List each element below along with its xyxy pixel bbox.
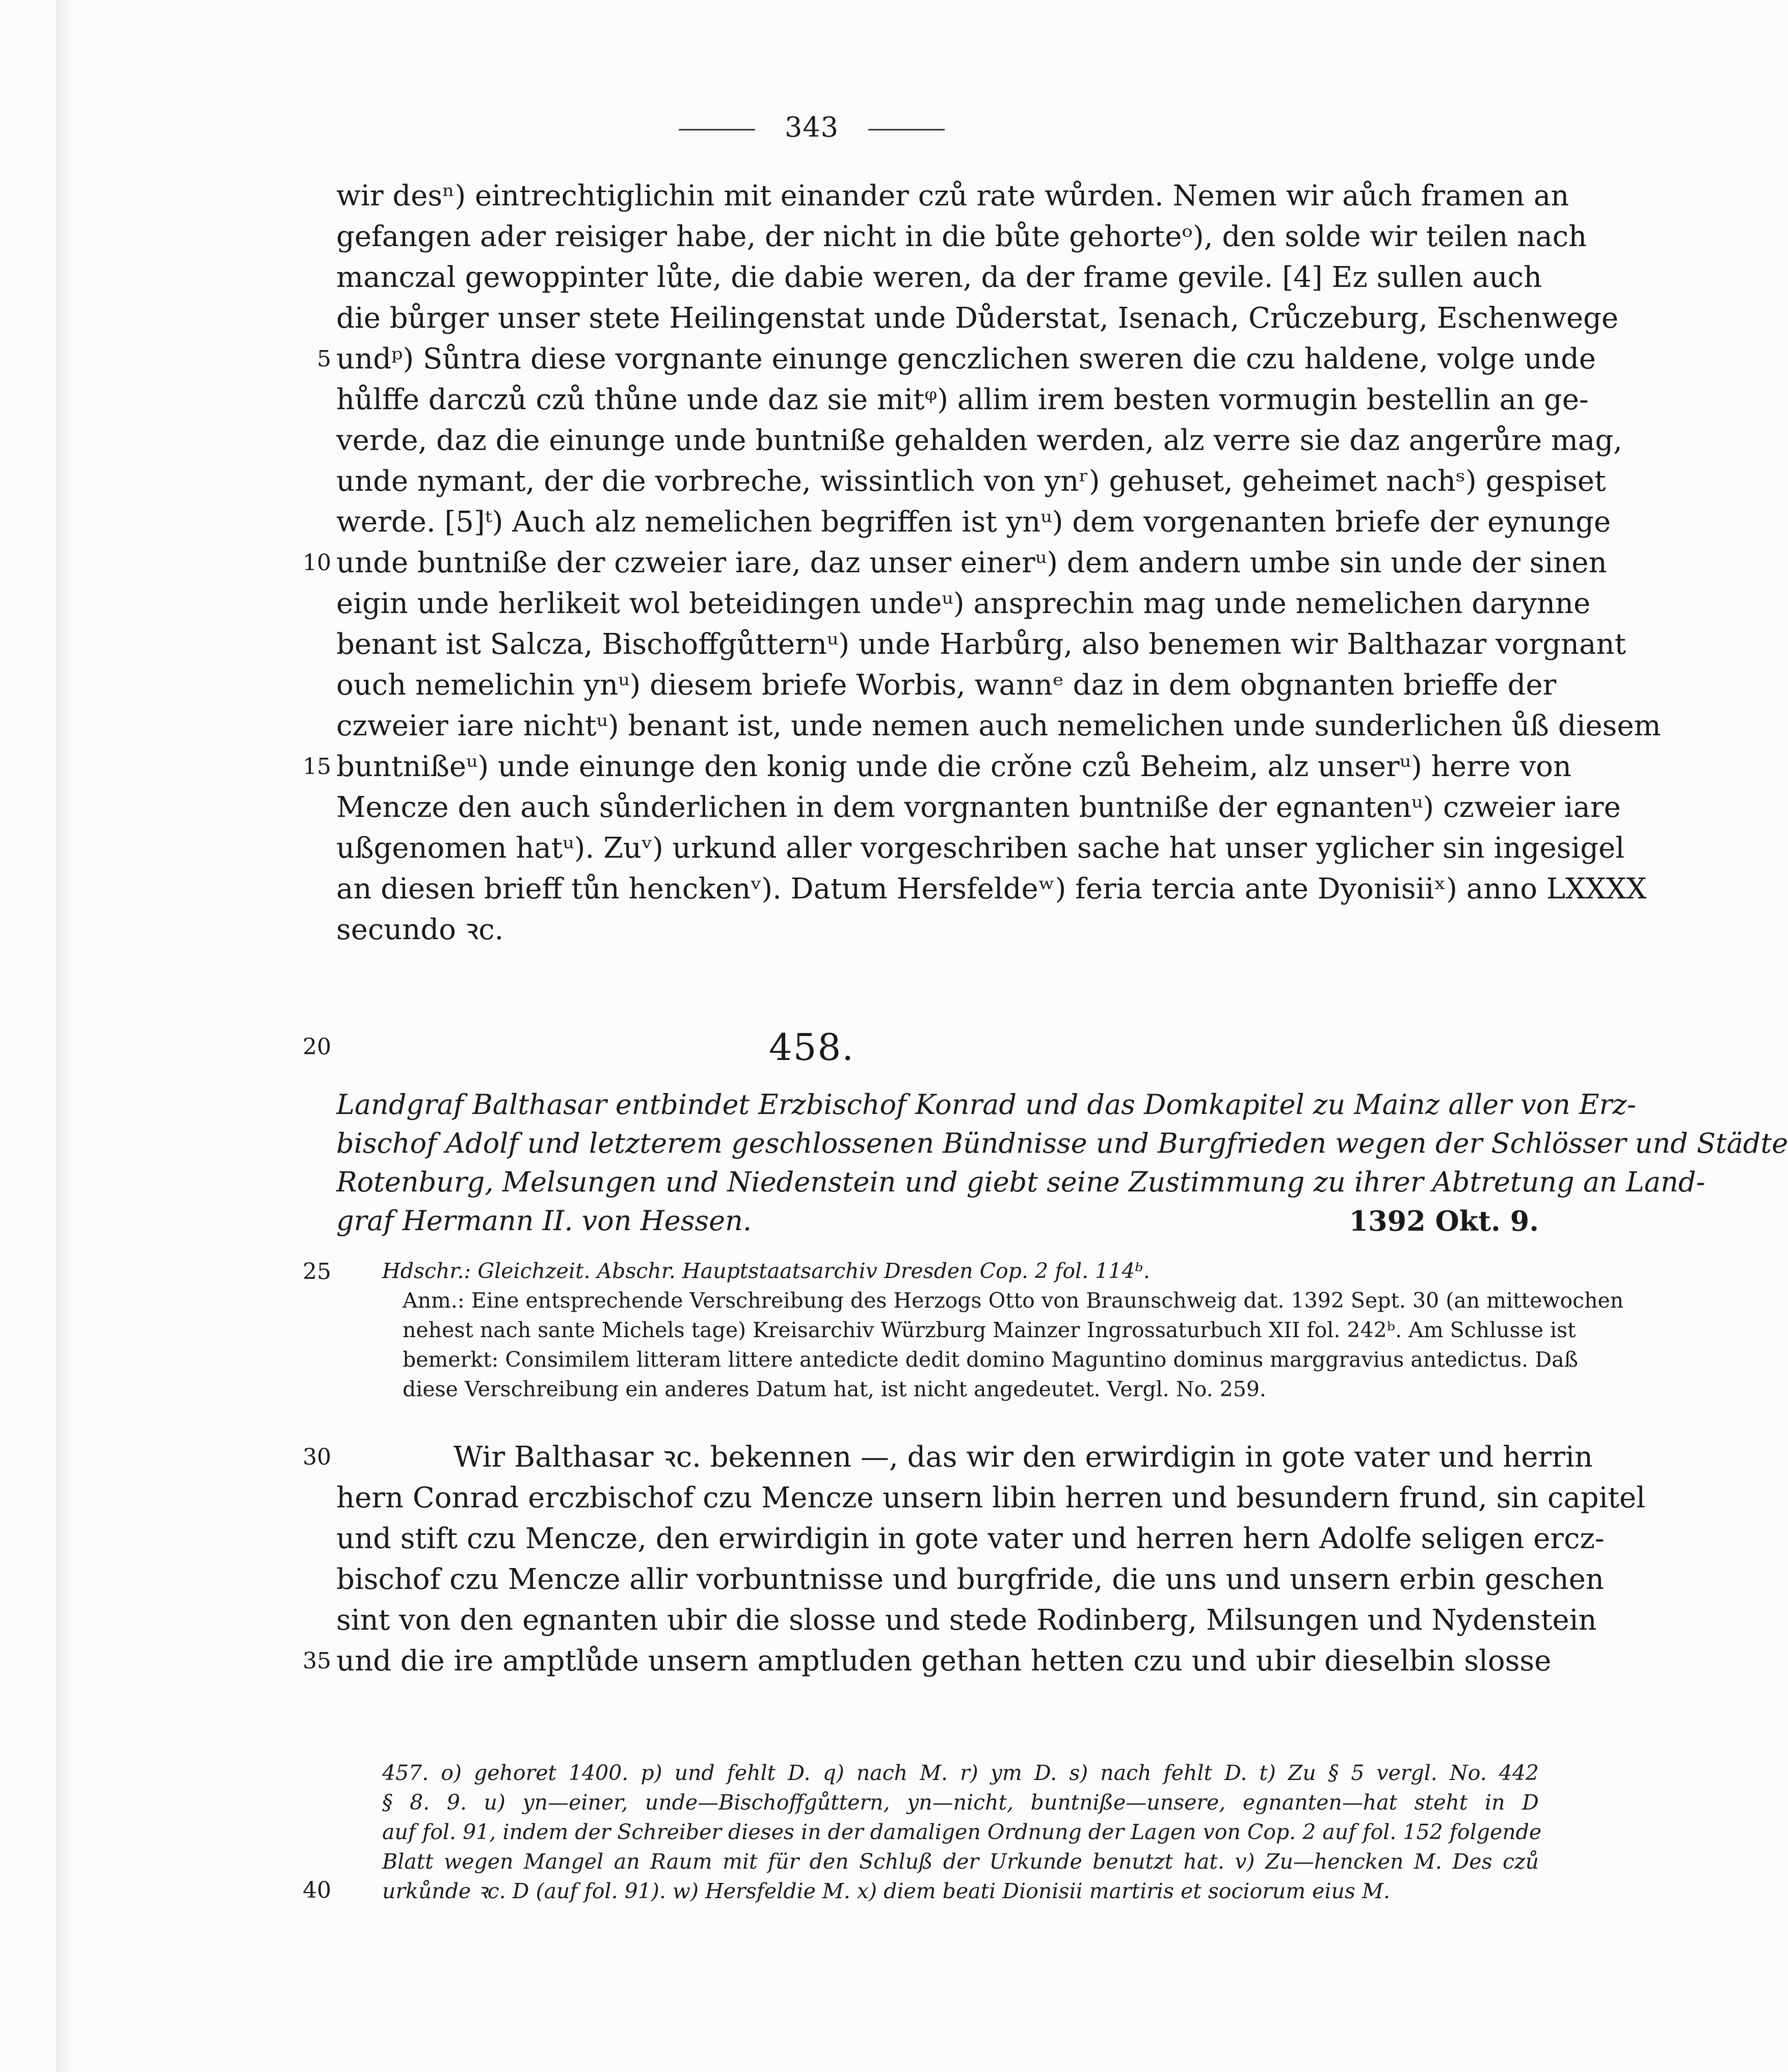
text-line: verde, daz die einunge unde buntniße gehalden werden, alz verre sie daz angerůre mag, xyxy=(336,424,1622,457)
text-line: hern Conrad erczbischof czu Mencze unsern libin herren und besundern frund, sin capitel xyxy=(336,1481,1646,1515)
text-line: undᵖ) Sůntra diese vorgnante einunge genczlichen sweren die czu haldene, volge unde xyxy=(336,342,1596,376)
text-line: Mencze den auch sůnderlichen in dem vorgnanten buntniße der egnantenᵘ) czweier iare xyxy=(336,791,1621,824)
text-line: gefangen ader reisiger habe, der nicht in die bůte gehorteᵒ), den solde wir teilen nach xyxy=(336,220,1587,253)
apparatus-line: Anm.: Eine entsprechende Verschreibung des Herzogs Otto von Braunschweig dat. 1392 Sept. 30 (an mittewochen xyxy=(403,1288,1624,1313)
footnote-line: 457. o) gehoret 1400. p) und fehlt D. q) nach M. r) ym D. s) nach fehlt D. t) Zu § 5 vergl. No. 442 xyxy=(382,1761,1539,1785)
regest-line xyxy=(336,1202,1539,1240)
text-line: die bůrger unser stete Heilingenstat unde Důderstat, Isenach, Crůczeburg, Eschenwege xyxy=(336,302,1619,335)
line-number: 20 xyxy=(303,1034,331,1060)
regest-line: Landgraf Balthasar entbindet Erzbischof Konrad und das Domkapitel zu Mainz aller von Erz- xyxy=(336,1088,1636,1121)
regest-line: Rotenburg, Melsungen und Niedenstein und giebt seine Zustimmung zu ihrer Abtretung an Land- xyxy=(336,1166,1705,1198)
line-number: 35 xyxy=(303,1648,331,1674)
text-line: wir desⁿ) eintrechtiglichin mit einander czů rate wůrden. Nemen wir aůch framen an xyxy=(336,179,1569,212)
footnote-line: Blatt wegen Mangel an Raum mit für den Schluß der Urkunde benutzt hat. v) Zu—hencken M. Des czů xyxy=(382,1849,1539,1874)
text-line: unde buntniße der czweier iare, daz unser einerᵘ) dem andern umbe sin unde der sinen xyxy=(336,546,1607,579)
regest-line-text: graf Hermann II. von Hessen. xyxy=(336,1205,752,1237)
text-line: bischof czu Mencze allir vorbuntnisse und burgfride, die uns und unsern erbin geschen xyxy=(336,1563,1604,1596)
text-line: manczal gewoppinter lůte, die dabie weren, da der frame gevile. [4] Ez sullen auch xyxy=(336,261,1542,294)
page-number: 343 xyxy=(784,111,839,143)
footnote-line: auf fol. 91, indem der Schreiber dieses in der damaligen Ordnung der Lagen von Cop. 2 auf fol. 152 folgende xyxy=(382,1820,1542,1844)
apparatus-line: Hdschr.: Gleichzeit. Abschr. Hauptstaatsarchiv Dresden Cop. 2 fol. 114ᵇ. xyxy=(382,1259,1150,1283)
text-line: an diesen brieff tůn henckenᵛ). Datum Hersfeldeʷ) feria tercia ante Dyonisiiˣ) anno LXXXX xyxy=(336,872,1647,906)
text-line: und die ire amptlůde unsern amptluden gethan hetten czu und ubir dieselbin slosse xyxy=(336,1644,1552,1678)
line-number: 30 xyxy=(303,1444,331,1470)
header-rule-left xyxy=(679,129,755,130)
text-line: benant ist Salcza, Bischoffgůtternᵘ) unde Harbůrg, also benemen wir Balthazar vorgnant xyxy=(336,628,1626,661)
line-number: 15 xyxy=(303,754,331,780)
text-line: sint von den egnanten ubir die slosse und stede Rodinberg, Milsungen und Nydenstein xyxy=(336,1604,1597,1637)
apparatus-line: diese Verschreibung ein anderes Datum hat, ist nicht angedeutet. Vergl. No. 259. xyxy=(403,1377,1266,1401)
text-line: ußgenomen hatᵘ). Zuᵛ) urkund aller vorgeschriben sache hat unser yglicher sin ingesigel xyxy=(336,832,1625,865)
apparatus-line: nehest nach sante Michels tage) Kreisarchiv Würzburg Mainzer Ingrossaturbuch XII fol. 242ᵇ. Am Schlusse ist xyxy=(403,1318,1576,1342)
text-line: secundo ꝛc. xyxy=(336,913,504,946)
text-line: und stift czu Mencze, den erwirdigin in gote vater und herren hern Adolfe seligen ercz- xyxy=(336,1522,1605,1555)
apparatus-line: bemerkt: Consimilem litteram littere antedicte dedit domino Maguntino dominus marggravius antedictus. Daß xyxy=(403,1347,1578,1372)
line-number: 25 xyxy=(303,1259,331,1285)
text-line: eigin unde herlikeit wol beteidingen undeᵘ) ansprechin mag unde nemelichen darynne xyxy=(336,587,1591,620)
text-line: unde nymant, der die vorbreche, wissintlich von ynʳ) gehuset, geheimet nachˢ) gespiset xyxy=(336,465,1606,498)
text-line: Wir Balthasar ꝛc. bekennen —, das wir den erwirdigin in gote vater und herrin xyxy=(453,1441,1593,1474)
text-line: werde. [5]ᵗ) Auch alz nemelichen begriffen ist ynᵘ) dem vorgenanten briefe der eynunge xyxy=(336,506,1611,539)
document-date: 1392 Okt. 9. xyxy=(1349,1205,1539,1237)
text-line: czweier iare nichtᵘ) benant ist, unde nemen auch nemelichen unde sunderlichen ůß diesem xyxy=(336,709,1661,742)
document-number: 458. xyxy=(768,1026,855,1069)
running-header xyxy=(0,111,1623,147)
regest-line: bischof Adolf und letzterem geschlossenen Bündnisse und Burgfrieden wegen der Schlösser und Städte xyxy=(336,1127,1788,1159)
line-number: 40 xyxy=(303,1877,331,1903)
footnote-line: § 8. 9. u) yn—einer, unde—Bischoffgůttern, yn—nicht, buntniße—unsere, egnanten—hat steht in D xyxy=(382,1790,1539,1815)
footnote-line: urkůnde ꝛc. D (auf fol. 91). w) Hersfeldie M. x) diem beati Dionisii martiris et sociorum eius M. xyxy=(382,1879,1391,1903)
header-rule-right xyxy=(868,129,945,130)
text-line: hůlffe darczů czů thůne unde daz sie mitᵠ) allim irem besten vormugin bestellin an ge- xyxy=(336,383,1589,416)
line-number: 5 xyxy=(317,346,331,372)
line-number: 10 xyxy=(303,550,331,576)
text-line: buntnißeᵘ) unde einunge den konig unde die crǒne czů Beheim, alz unserᵘ) herre von xyxy=(336,750,1571,783)
text-line: ouch nemelichin ynᵘ) diesem briefe Worbis, wannᵉ daz in dem obgnanten brieffe der xyxy=(336,669,1557,702)
